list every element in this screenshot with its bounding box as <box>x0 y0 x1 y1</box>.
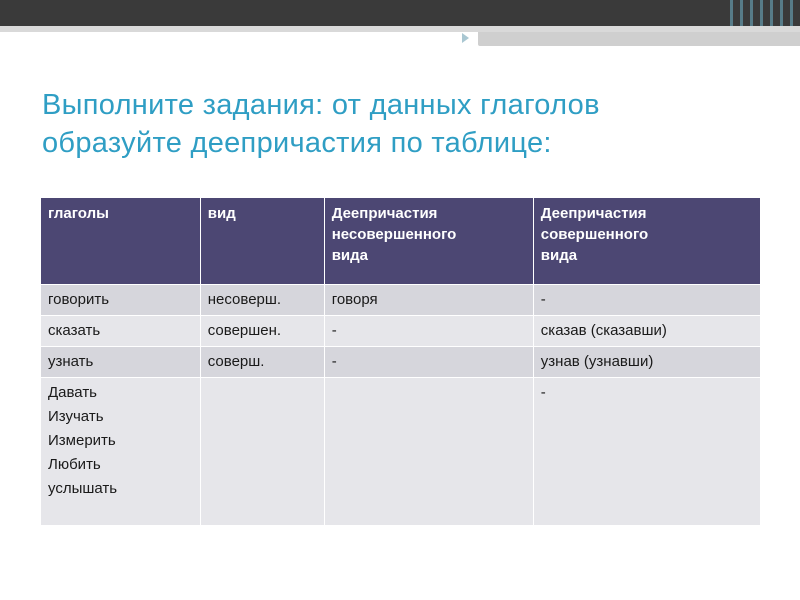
table-header-row <box>41 198 761 285</box>
header-perfective-line-1: Деепричастия <box>540 205 647 222</box>
cell-imperfective: - <box>324 347 533 378</box>
cell-aspect: несоверш. <box>200 285 324 316</box>
header-imperfective-participle <box>324 198 533 285</box>
table-row <box>41 285 761 316</box>
top-right-tab <box>478 32 800 46</box>
header-perfective-line-2: совершенного <box>540 226 649 243</box>
cell-task-perfective: - <box>533 378 760 526</box>
cell-perfective: сказав (сказавши) <box>533 316 760 347</box>
header-aspect: вид <box>200 198 324 285</box>
cell-perfective: - <box>533 285 760 316</box>
cell-verb: говорить <box>41 285 201 316</box>
header-verbs: глаголы <box>41 198 201 285</box>
slide-title <box>42 86 762 162</box>
cell-verb: узнать <box>41 347 201 378</box>
header-perfective-participle <box>533 198 760 285</box>
table-row <box>41 347 761 378</box>
task-verb: услышать <box>48 480 118 497</box>
slide-title-line-2: образуйте деепричастия по таблице: <box>42 127 552 159</box>
cell-aspect: совершен. <box>200 316 324 347</box>
top-decorative-band <box>0 0 800 26</box>
slide-title-line-1: Выполните задания: от данных глаголов <box>42 89 600 121</box>
triangle-marker-icon <box>462 33 469 43</box>
task-verb: Давать <box>48 384 97 401</box>
verbs-table <box>40 197 761 526</box>
cell-perfective: узнав (узнавши) <box>533 347 760 378</box>
header-imperfective-line-3: вида <box>331 247 369 264</box>
cell-imperfective: - <box>324 316 533 347</box>
header-perfective-line-3: вида <box>540 247 578 264</box>
task-verb: Измерить <box>48 432 116 449</box>
cell-verb: сказать <box>41 316 201 347</box>
cell-imperfective: говоря <box>324 285 533 316</box>
header-imperfective-line-1: Деепричастия <box>331 205 438 222</box>
accent-stripes <box>730 0 800 26</box>
task-verb: Изучать <box>48 408 104 425</box>
table-row-task <box>41 378 761 526</box>
header-imperfective-line-2: несовершенного <box>331 226 457 243</box>
cell-task-imperfective <box>324 378 533 526</box>
cell-aspect: соверш. <box>200 347 324 378</box>
cell-task-aspect <box>200 378 324 526</box>
cell-task-verbs <box>41 378 201 526</box>
table-row <box>41 316 761 347</box>
task-verb: Любить <box>48 456 101 473</box>
